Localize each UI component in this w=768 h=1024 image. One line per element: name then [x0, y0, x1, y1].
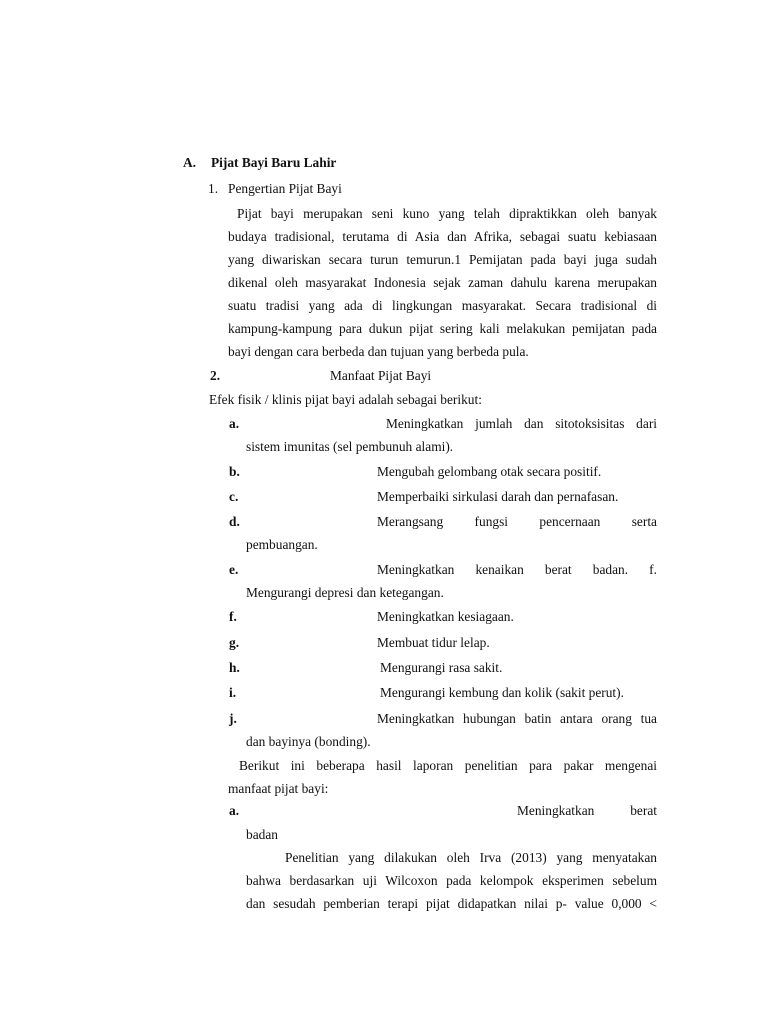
subsection-title: Pengertian Pijat Bayi	[228, 181, 342, 196]
section-title: Pijat Bayi Baru Lahir	[211, 155, 337, 170]
list-item-text: Mengubah gelombang otak secara positif.	[377, 464, 602, 479]
list-item-text: Meningkatkan kesiagaan.	[377, 609, 514, 624]
list-label: j.	[229, 711, 237, 726]
list-label: c.	[229, 489, 239, 504]
paragraph-line: Pijat bayi merupakan seni kuno yang telah dipraktikkan oleh banyak	[237, 206, 657, 221]
list-label: i.	[229, 685, 237, 700]
list-item-continuation: Mengurangi depresi dan ketegangan.	[246, 585, 444, 600]
list-item-text: Mengurangi kembung dan kolik (sakit perut).	[380, 685, 624, 700]
paragraph-line: dikenal oleh masyarakat Indonesia sejak zaman dahulu karena merupakan	[228, 275, 657, 290]
list-item-continuation: pembuangan.	[246, 537, 318, 552]
paragraph-line: bahwa berdasarkan uji Wilcoxon pada kelompok eksperimen sebelum	[246, 873, 657, 888]
paragraph-line: yang diwariskan secara turun temurun.1 Pemijatan pada bayi juga sudah	[228, 252, 657, 267]
list-item-text: Meningkatkan hubungan batin antara orang tua	[377, 711, 657, 726]
list-label: a.	[229, 803, 240, 818]
list-intro: Efek fisik / klinis pijat bayi adalah sebagai berikut:	[209, 392, 482, 407]
list-label: f.	[229, 609, 237, 624]
list-item-text: Meningkatkan berat	[517, 803, 657, 818]
list-item-text: Meningkatkan jumlah dan sitotoksisitas dari	[386, 416, 657, 431]
list-item-continuation: badan	[246, 827, 278, 842]
list-label: g.	[229, 635, 240, 650]
subsection-number: 1.	[208, 181, 219, 196]
subsection-title: Manfaat Pijat Bayi	[330, 368, 432, 383]
paragraph-line: Penelitian yang dilakukan oleh Irva (2013) yang menyatakan	[285, 850, 657, 865]
section-letter: A.	[183, 155, 197, 170]
paragraph-line: kampung-kampung para dukun pijat sering kali melakukan pemijatan pada	[228, 321, 657, 336]
paragraph-line: bayi dengan cara berbeda dan tujuan yang berbeda pula.	[228, 344, 529, 359]
list-label: e.	[229, 562, 239, 577]
list-item-text: Mengurangi rasa sakit.	[380, 660, 503, 675]
list-label: h.	[229, 660, 240, 675]
list-label: b.	[229, 464, 240, 479]
paragraph-line: Berikut ini beberapa hasil laporan penelitian para pakar mengenai	[239, 758, 657, 773]
list-label: d.	[229, 514, 240, 529]
list-label: a.	[229, 416, 240, 431]
list-item-text: Merangsang fungsi pencernaan serta	[377, 514, 657, 529]
paragraph-line: suatu tradisi yang ada di lingkungan masyarakat. Secara tradisional di	[228, 298, 657, 313]
list-item-text: Meningkatkan kenaikan berat badan. f.	[377, 562, 657, 577]
list-item-text: Membuat tidur lelap.	[377, 635, 490, 650]
list-item-continuation: sistem imunitas (sel pembunuh alami).	[246, 439, 454, 454]
subsection-number: 2.	[210, 368, 221, 383]
list-item-text: Memperbaiki sirkulasi darah dan pernafasan.	[377, 489, 619, 504]
paragraph-line: dan sesudah pemberian terapi pijat didapatkan nilai p- value 0,000 <	[246, 896, 657, 911]
paragraph-line: budaya tradisional, terutama di Asia dan Afrika, sebagai suatu kebiasaan	[228, 229, 657, 244]
list-item-continuation: dan bayinya (bonding).	[246, 734, 371, 749]
paragraph-line: manfaat pijat bayi:	[228, 781, 329, 796]
